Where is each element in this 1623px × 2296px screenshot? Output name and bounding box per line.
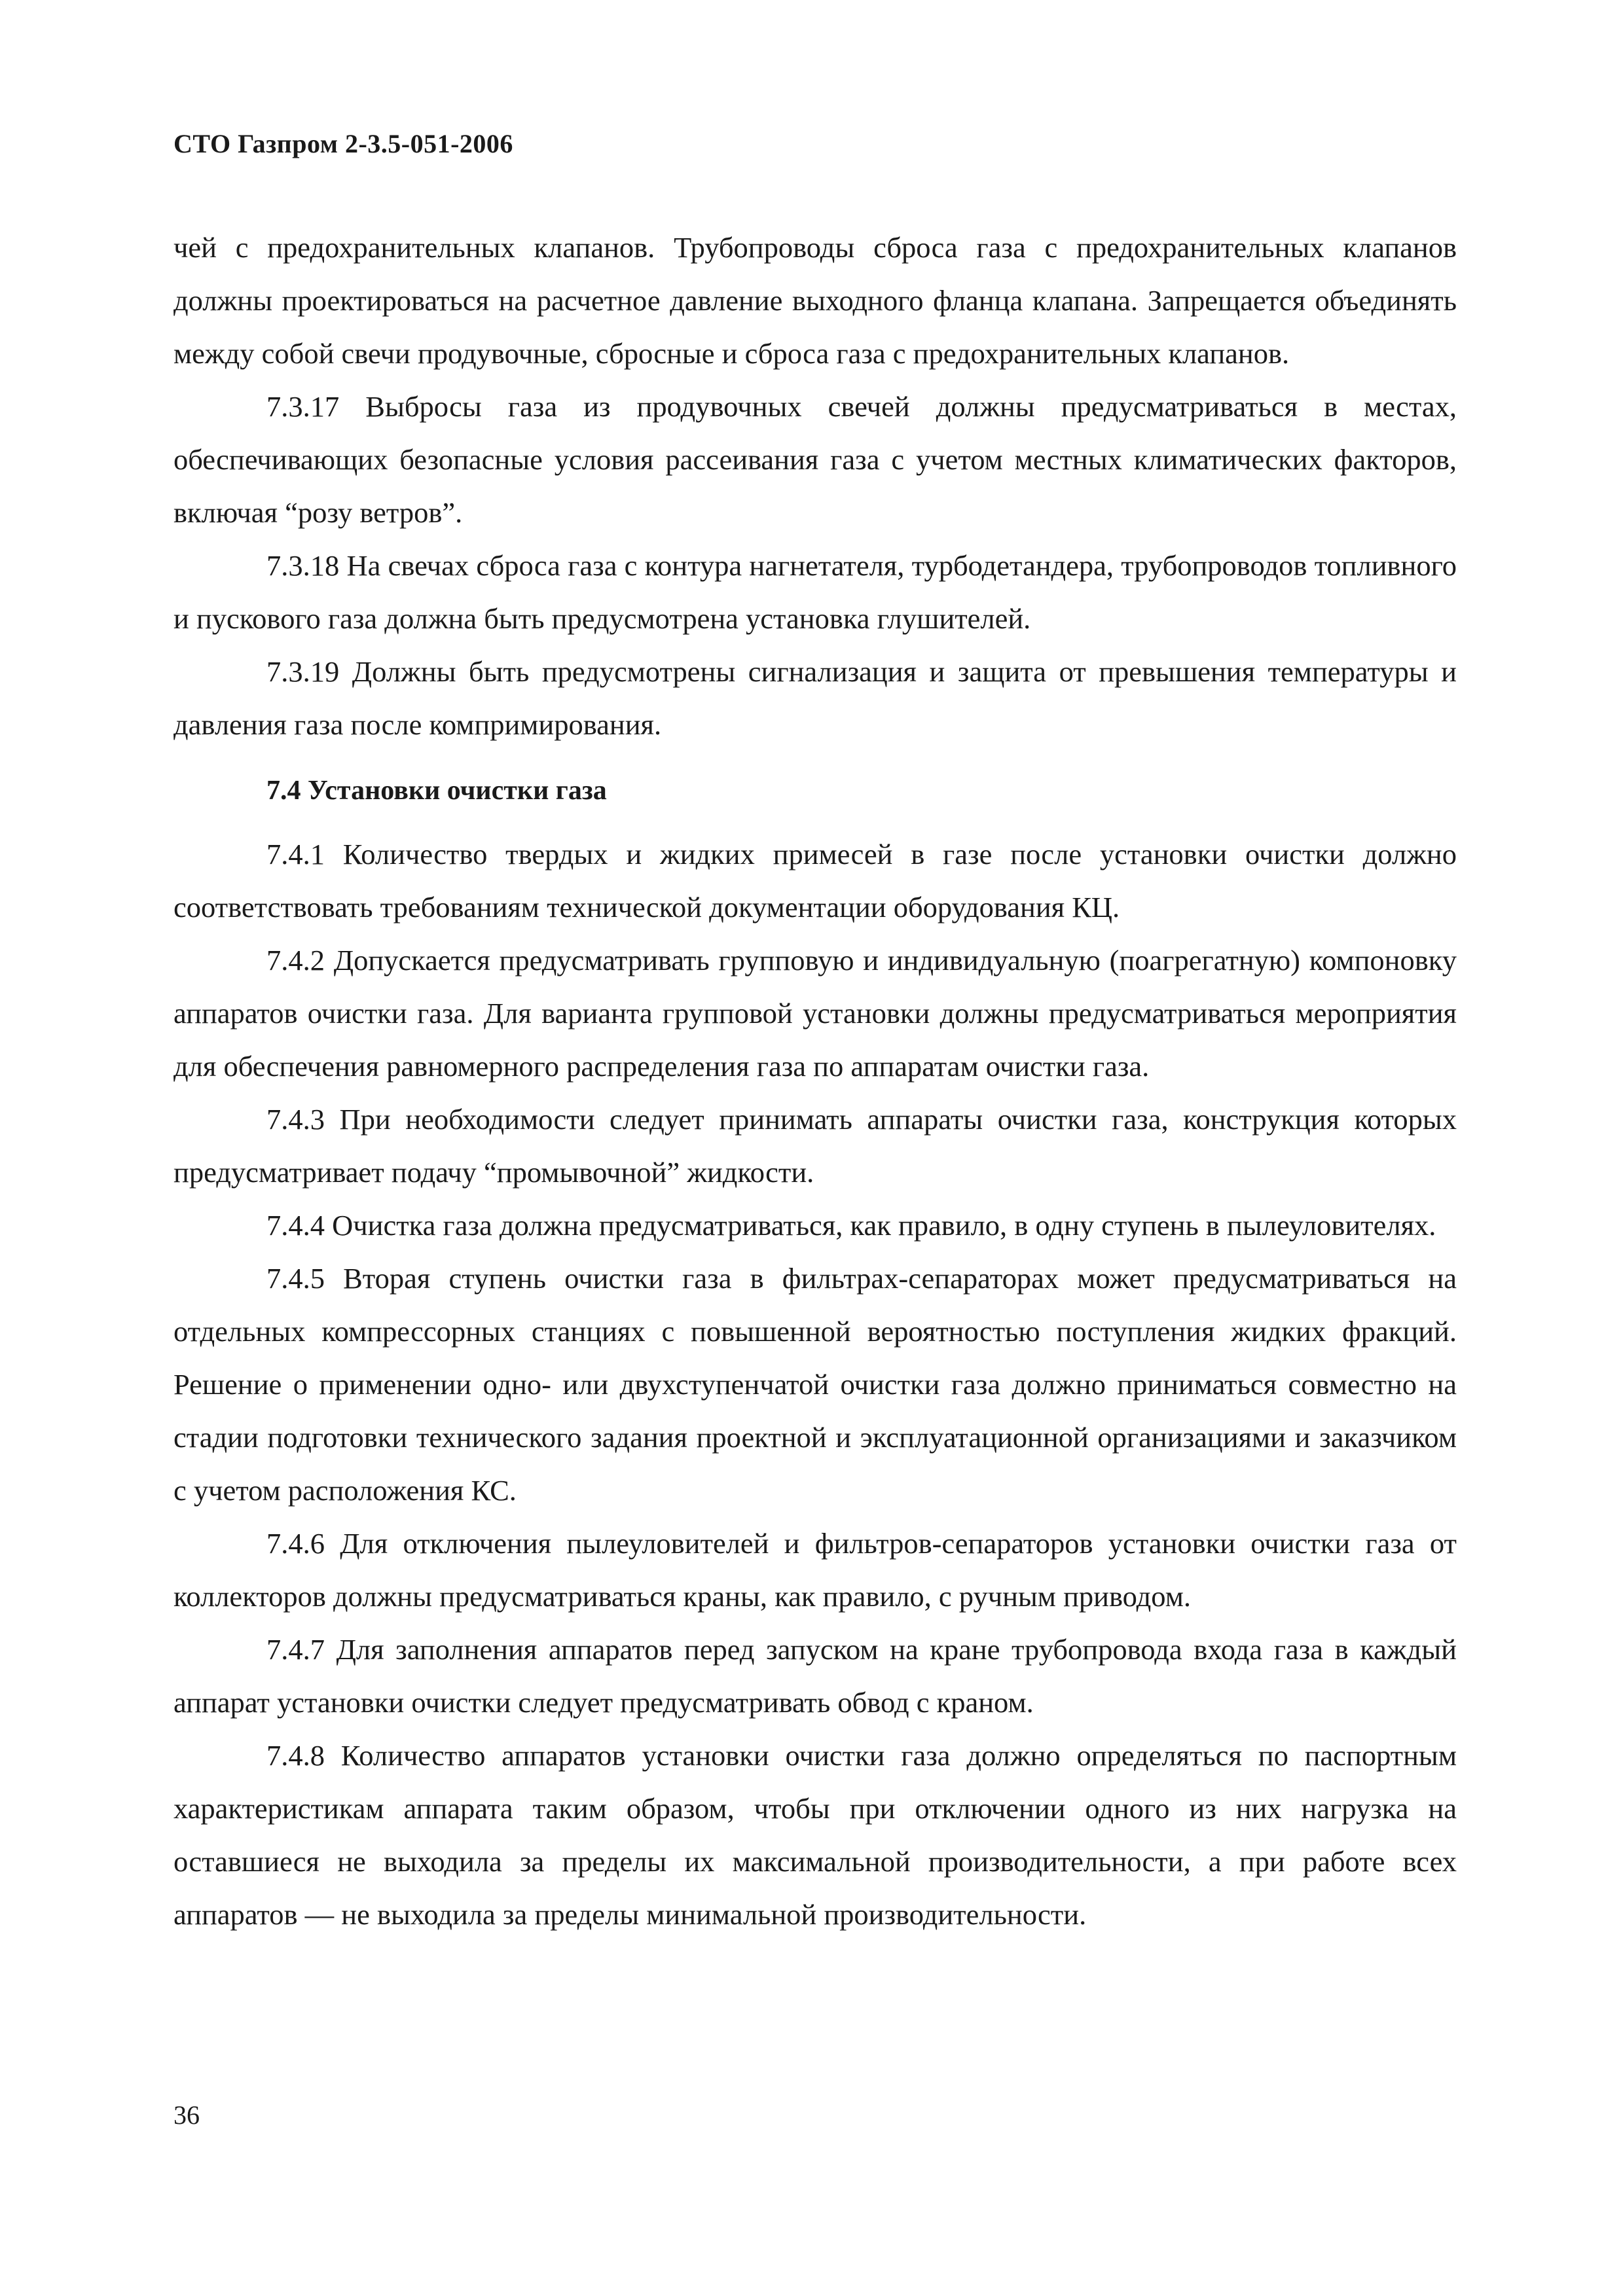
paragraph-7-3-18: 7.3.18 На свечах сброса газа с контура нагнетателя, турбодетандера, трубопроводов топливного и пускового газа должна быть предусмотрена установка глушителей. bbox=[173, 549, 1457, 635]
paragraph-7-4-5: 7.4.5 Вторая ступень очистки газа в фильтрах-сепараторах может предусматриваться на отдельных компрессорных станциях с повышенной вероятностью поступления жидких фракций. Решение о применении одно- или двухступенчатой очистки газа должно приниматься совместно на стадии подготовки технического задания проектной и эксплуатационной организациями и заказчиком с учетом расположения КС. bbox=[173, 1262, 1457, 1507]
page-number: 36 bbox=[173, 2100, 200, 2130]
paragraph-7-3-17: 7.3.17 Выбросы газа из продувочных свечей должны предусматриваться в местах, обеспечивающих безопасные условия рассеивания газа с учетом местных климатических факторов, включая “розу ветров”. bbox=[173, 390, 1457, 529]
paragraph-continuation: чей с предохранительных клапанов. Трубопроводы сброса газа с предохранительных клапанов должны проектироваться на расчетное давление выходного фланца клапана. Запрещается объединять между собой свечи продувочные, сбросные и сброса газа с предохранительных клапанов. bbox=[173, 231, 1457, 370]
section-heading-7-4: 7.4 Установки очистки газа bbox=[266, 776, 607, 806]
paragraph-7-4-1: 7.4.1 Количество твердых и жидких примесей в газе после установки очистки должно соответствовать требованиям технической документации оборудования КЦ. bbox=[173, 838, 1457, 924]
page-body bbox=[173, 221, 1457, 1941]
paragraph-7-4-3: 7.4.3 При необходимости следует принимать аппараты очистки газа, конструкция которых предусматривает подачу “промывочной” жидкости. bbox=[173, 1103, 1457, 1189]
paragraph-7-4-7: 7.4.7 Для заполнения аппаратов перед запуском на кране трубопровода входа газа в каждый аппарат установки очистки следует предусматривать обвод с краном. bbox=[173, 1633, 1457, 1719]
paragraph-7-4-8: 7.4.8 Количество аппаратов установки очистки газа должно определяться по паспортным характеристикам аппарата таким образом, чтобы при отключении одного из них нагрузка на оставшиеся не выходила за пределы их максимальной производительности, а при работе всех аппаратов — не выходила за пределы минимальной производительности. bbox=[173, 1739, 1457, 1931]
document-header: СТО Газпром 2-3.5-051-2006 bbox=[173, 129, 513, 158]
paragraph-7-4-4: 7.4.4 Очистка газа должна предусматриваться, как правило, в одну ступень в пылеуловителях. bbox=[266, 1209, 1436, 1242]
paragraph-7-4-6: 7.4.6 Для отключения пылеуловителей и фильтров-сепараторов установки очистки газа от коллекторов должны предусматриваться краны, как правило, с ручным приводом. bbox=[173, 1527, 1457, 1613]
paragraph-7-4-2: 7.4.2 Допускается предусматривать групповую и индивидуальную (поагрегатную) компоновку аппаратов очистки газа. Для варианта групповой установки должны предусматриваться мероприятия для обеспечения равномерного распределения газа по аппаратам очистки газа. bbox=[173, 944, 1457, 1083]
paragraph-7-3-19: 7.3.19 Должны быть предусмотрены сигнализация и защита от превышения температуры и давления газа после компримирования. bbox=[173, 655, 1457, 741]
